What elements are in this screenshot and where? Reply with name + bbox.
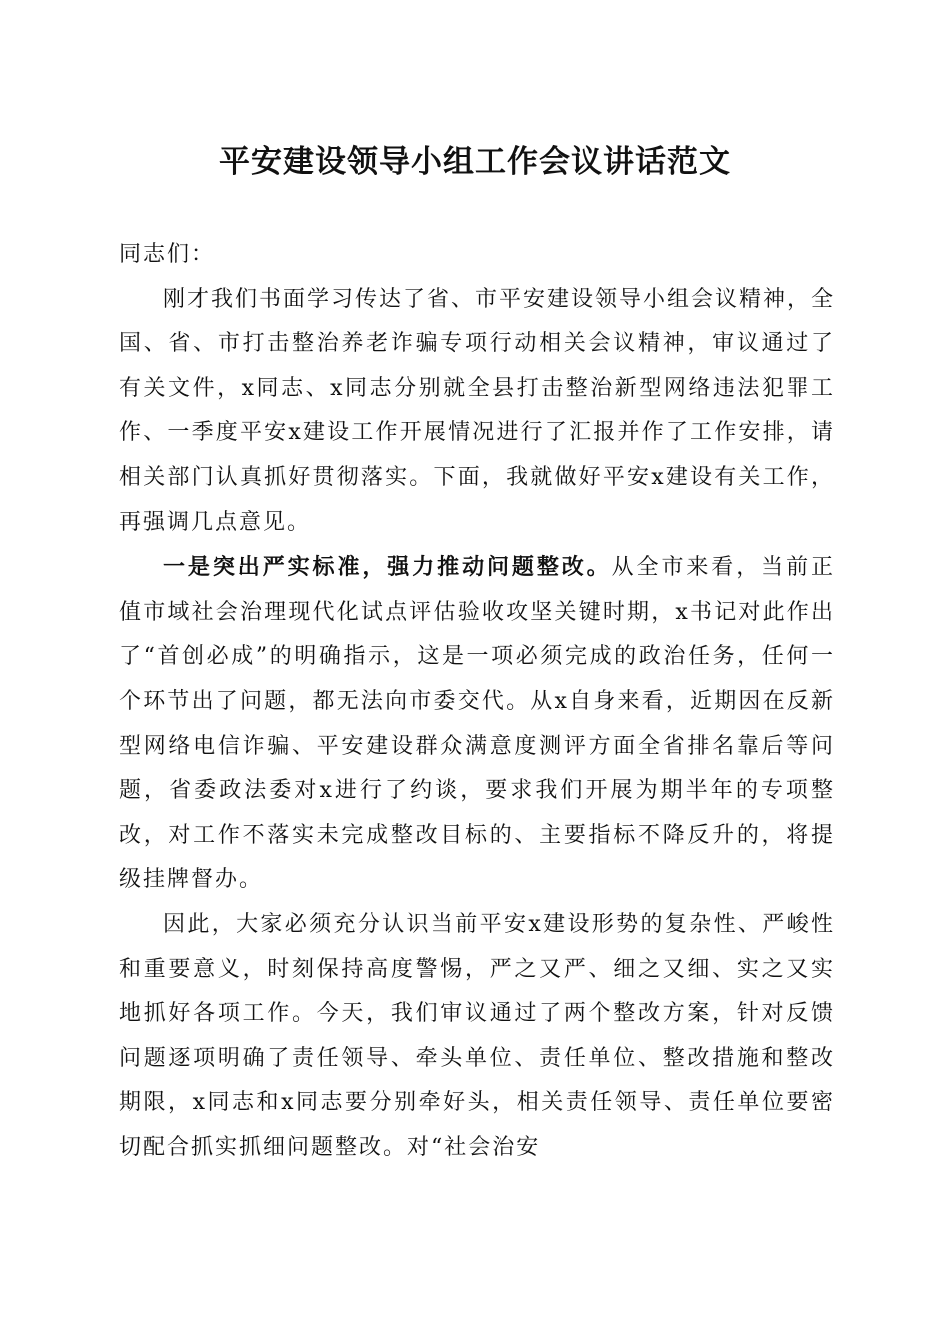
paragraph-text: 因此，大家必须充分认识当前平安x建设形势的复杂性、严峻性和重要意义，时刻保持高度警惕，严之又严、细之又细、实之又实地抓好各项工作。今天，我们审议通过了两个整改方案，针对反馈问题逐项明确了责任领导、牵头单位、责任单位、整改措施和整改期限，x同志和x同志要分别牵好头，相关责任领导、责任单位要密切配合抓实抓细问题整改。对“社会治安: [119, 911, 835, 1160]
document-title: 平安建设领导小组工作会议讲话范文: [219, 144, 731, 180]
paragraph-3: [119, 903, 835, 1171]
paragraph-text: 刚才我们书面学习传达了省、市平安建设领导小组会议精神，全国、省、市打击整治养老诈骗专项行动相关会议精神，审议通过了有关文件，x同志、x同志分别就全县打击整治新型网络违法犯罪工作、一季度平安x建设工作开展情况进行了汇报并作了工作安排，请相关部门认真抓好贯彻落实。下面，我就做好平安x建设有关工作，再强调几点意见。: [119, 286, 836, 535]
paragraph-lead: 一是突出严实标准，强力推动问题整改。: [163, 554, 612, 581]
paragraph-text: 从全市来看，当前正值市域社会治理现代化试点评估验收攻坚关键时期，x书记对此作出了“首创必成”的明确指示，这是一项必须完成的政治任务，任何一个环节出了问题，都无法向市委交代。从x自身来看，近期因在反新型网络电信诈骗、平安建设群众满意度测评方面全省排名靠后等问题，省委政法委对x进行了约谈，要求我们开展为期半年的专项整改，对工作不落实未完成整改目标的、主要指标不降反升的，将提级挂牌督办。: [119, 555, 835, 893]
salutation: 同志们：: [119, 242, 216, 267]
paragraph-1: [119, 278, 835, 546]
document-body: [119, 233, 835, 1170]
paragraph-2: [119, 545, 835, 903]
